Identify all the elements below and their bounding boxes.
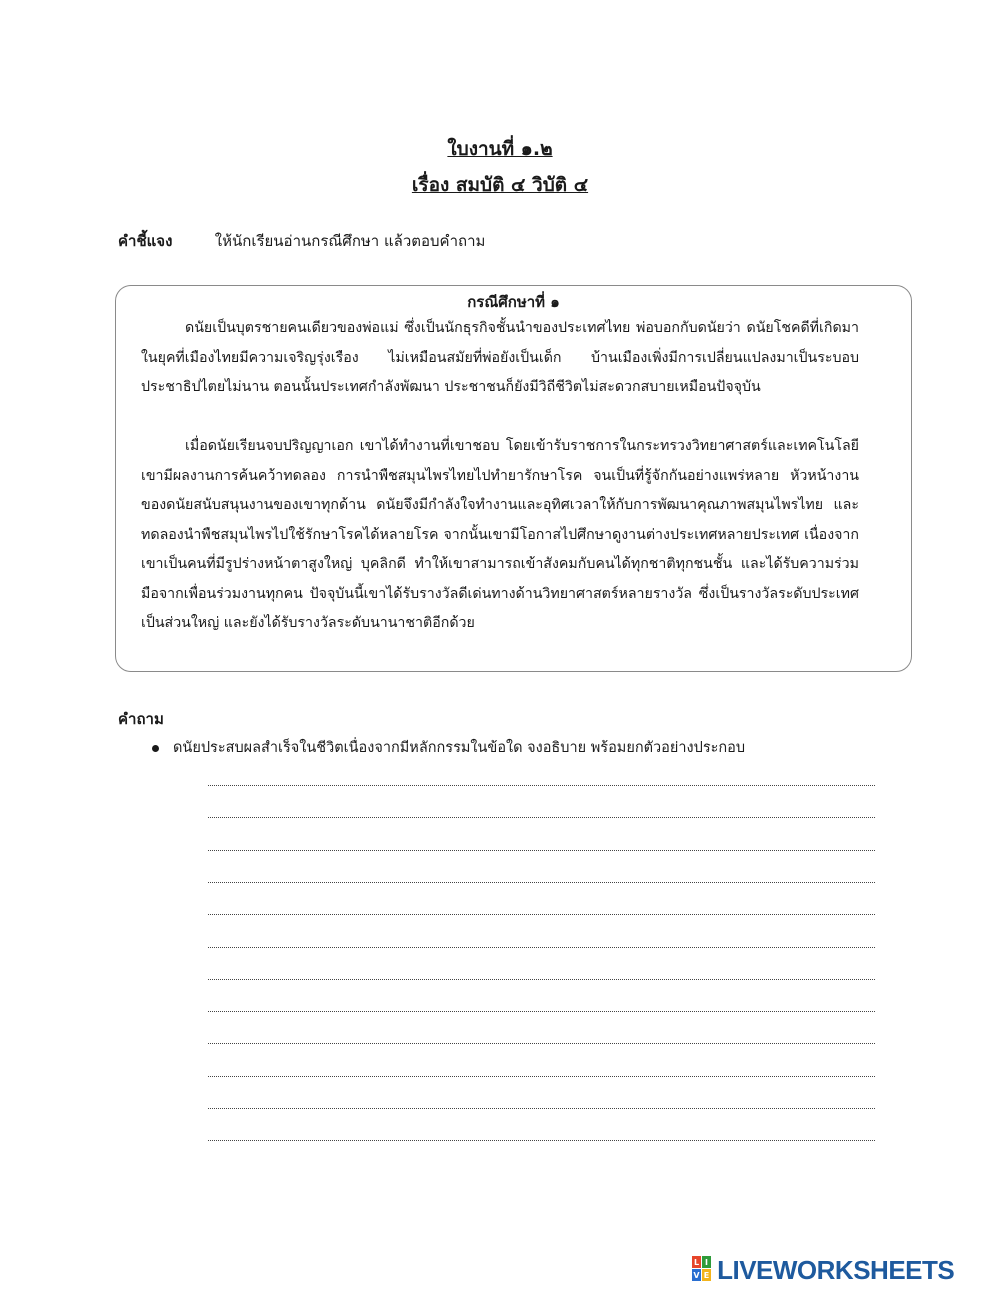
- answer-line[interactable]: [208, 1140, 875, 1141]
- logo-letter-i: I: [705, 1257, 708, 1267]
- answer-line[interactable]: [208, 1108, 875, 1109]
- question-item: [152, 736, 745, 759]
- answer-line[interactable]: [208, 979, 875, 980]
- answer-line[interactable]: [208, 1076, 875, 1077]
- answer-line[interactable]: [208, 817, 875, 818]
- logo-letter-l: L: [693, 1257, 700, 1267]
- case-study-paragraph: เมื่อดนัยเรียนจบปริญญาเอก เขาได้ทำงานที่เขาชอบ โดยเข้ารับราชการในกระทรวงวิทยาศาสตร์และเทคโนโลยี เขามีผลงานการค้นคว้าทดลอง การนำพืชสมุนไพรไทยไปทำยารักษาโรค จนเป็นที่รู้จักกันอย่างแพร่หลาย หัวหน้างานของดนัยสนับสนุนงานของเขาทุกด้าน ดนัยจึงมีกำลังใจทำงานและอุทิศเวลาให้กับการพัฒนาคุณภาพสมุนไพรไทย และทดลองนำพืชสมุนไพรไปใช้รักษาโรคได้หลายโรค จากนั้นเขามีโอกาสไปศึกษาดูงานต่างประเทศหลายประเทศ เนื่องจากเขาเป็นคนที่มีรูปร่างหน้าตาสูงใหญ่ บุคลิกดี ทำให้เขาสามารถเข้าสังคมกับคนได้ทุกชาติทุกชนชั้น และได้รับความร่วมมือจากเพื่อนร่วมงานทุกคน ปัจจุบันนี้เขาได้รับรางวัลดีเด่นทางด้านวิทยาศาสตร์หลายรางวัล ซึ่งเป็นรางวัลระดับประเทศเป็นส่วนใหญ่ และยังได้รับรางวัลระดับนานาชาติอีกด้วย: [141, 438, 859, 631]
- answer-line[interactable]: [208, 785, 875, 786]
- answer-line[interactable]: [208, 850, 875, 851]
- logo-letter-v: V: [693, 1270, 700, 1280]
- answer-line[interactable]: [208, 1043, 875, 1044]
- case-study-paragraph: ดนัยเป็นบุตรชายคนเดียวของพ่อแม่ ซึ่งเป็นนักธุรกิจชั้นนำของประเทศไทย พ่อบอกกับดนัยว่า ดนัยโชคดีที่เกิดมาในยุคที่เมืองไทยมีความเจริญรุ่งเรือง ไม่เหมือนสมัยที่พ่อยังเป็นเด็ก บ้านเมืองเพิ่งมีการเปลี่ยนแปลงมาเป็นระบอบประชาธิปไตยไม่นาน ตอนนั้นประเทศกำลังพัฒนา ประชาชนก็ยังมีวิถีชีวิตไม่สะดวกสบายเหมือนปัจจุบัน: [141, 320, 859, 395]
- logo-letter-e: E: [703, 1270, 710, 1280]
- instructions: [118, 229, 485, 253]
- question-text: ดนัยประสบผลสำเร็จในชีวิตเนื่องจากมีหลักกรรมในข้อใด จงอธิบาย พร้อมยกตัวอย่างประกอบ: [173, 740, 746, 756]
- worksheet-title: ใบงานที่ ๑.๒: [447, 138, 553, 160]
- brand-watermark: [692, 1255, 954, 1285]
- brand-name: LIVEWORKSHEETS: [717, 1255, 955, 1285]
- liveworksheets-logo-icon: [692, 1256, 712, 1286]
- answer-line[interactable]: [208, 947, 875, 948]
- worksheet-subtitle: เรื่อง สมบัติ ๔ วิบัติ ๔: [411, 174, 589, 196]
- case-study-title: กรณีศึกษาที่ ๑: [467, 293, 560, 311]
- answer-line[interactable]: [208, 1011, 875, 1012]
- case-study-box: [115, 285, 912, 672]
- instructions-text: ให้นักเรียนอ่านกรณีศึกษา แล้วตอบคำถาม: [214, 232, 486, 250]
- answer-line[interactable]: [208, 882, 875, 883]
- questions-label: คำถาม: [118, 710, 164, 728]
- bullet-icon: [152, 745, 159, 752]
- answer-line[interactable]: [208, 914, 875, 915]
- instructions-label: คำชี้แจง: [118, 232, 173, 250]
